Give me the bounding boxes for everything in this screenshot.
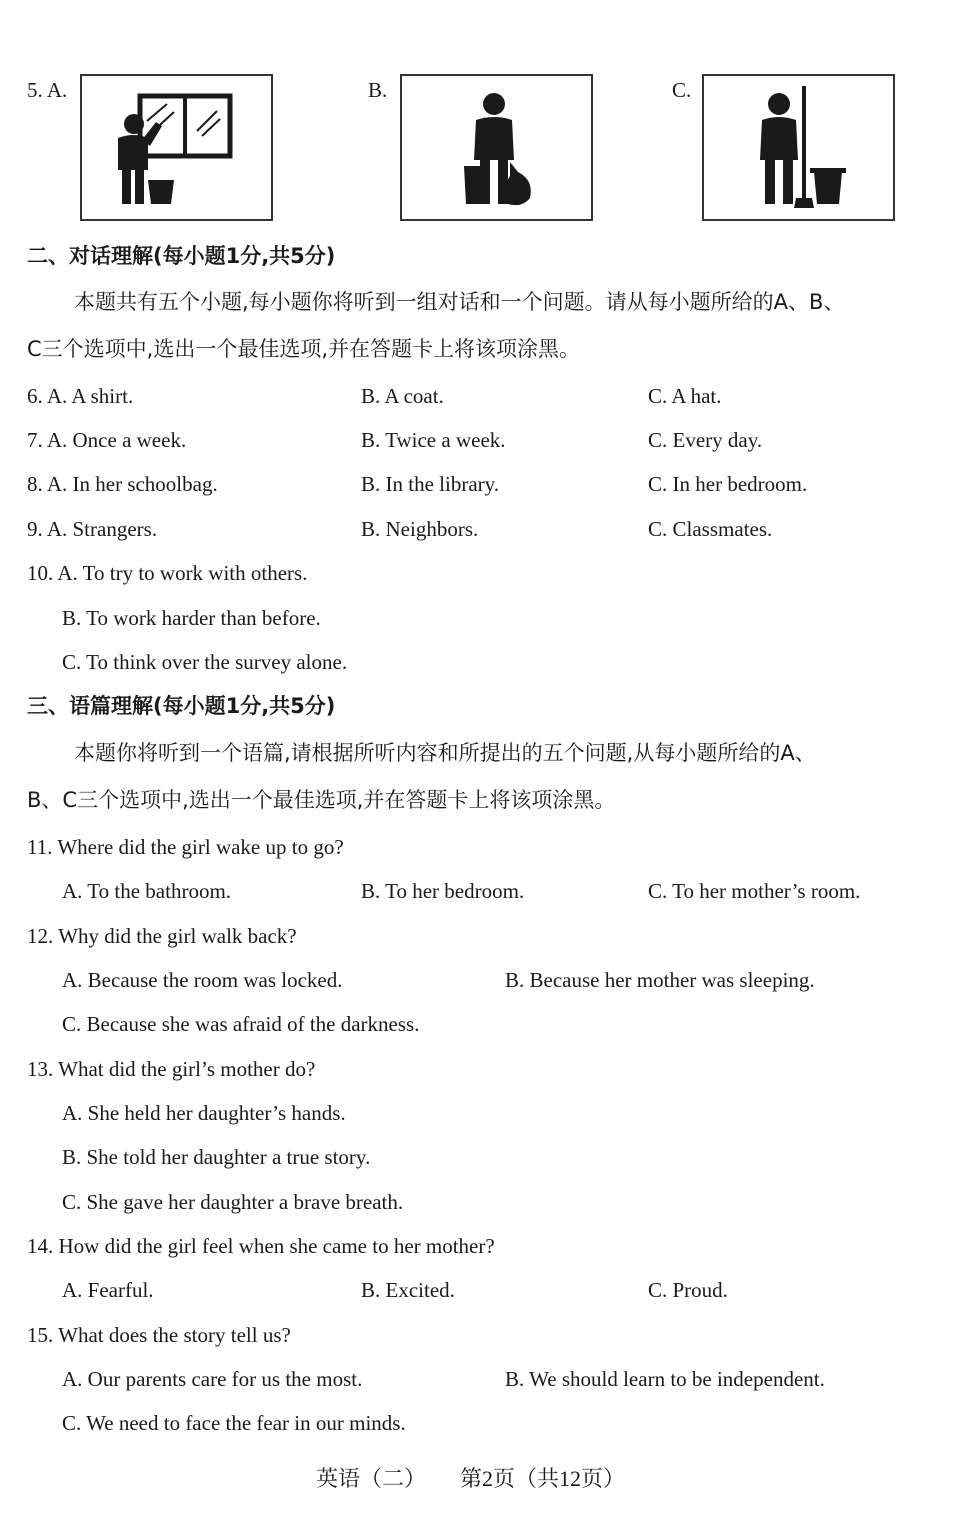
q15-stem: 15. What does the story tell us? [27, 1323, 291, 1347]
q10-option-a: 10. A. To try to work with others. [27, 561, 308, 585]
section3-heading: 三、语篇理解(每小题1分,共5分) [27, 694, 336, 718]
q12-option-a: A. Because the room was locked. [62, 968, 343, 992]
section2-heading: 二、对话理解(每小题1分,共5分) [27, 244, 336, 268]
q10-option-c: C. To think over the survey alone. [62, 650, 348, 674]
q5-label-c: C. [672, 78, 692, 102]
section3-instruction-line1: 本题你将听到一个语篇,请根据所听内容和所提出的五个问题,从每小题所给的A、 [74, 741, 816, 765]
footer-subject: 英语（二） [316, 1466, 427, 1491]
q13-option-c: C. She gave her daughter a brave breath. [62, 1190, 404, 1214]
q14-stem: 14. How did the girl feel when she came to her mother? [27, 1234, 495, 1258]
q6-option-b: B. A coat. [361, 384, 444, 408]
q12-option-b: B. Because her mother was sleeping. [505, 968, 815, 992]
q6-option-c: C. A hat. [648, 384, 722, 408]
q6-option-a: 6. A. A shirt. [27, 384, 134, 408]
q13-option-b: B. She told her daughter a true story. [62, 1145, 371, 1169]
person-cleaning-window-icon [82, 76, 271, 219]
section2-instruction-line1: 本题共有五个小题,每小题你将听到一组对话和一个问题。请从每小题所给的A、B、 [74, 290, 845, 314]
q14-option-a: A. Fearful. [62, 1278, 154, 1302]
q7-option-c: C. Every day. [648, 428, 763, 452]
q5-label-a: 5. A. [27, 78, 68, 102]
q5-picture-b [400, 74, 593, 221]
q15-option-b: B. We should learn to be independent. [505, 1367, 825, 1391]
q13-option-a: A. She held her daughter’s hands. [62, 1101, 346, 1125]
q9-option-a: 9. A. Strangers. [27, 517, 158, 541]
q11-stem: 11. Where did the girl wake up to go? [27, 835, 344, 859]
q7-option-a: 7. A. Once a week. [27, 428, 187, 452]
q5-label-b: B. [368, 78, 388, 102]
footer-page-number: 第2页（共12页） [460, 1466, 626, 1491]
q11-option-c: C. To her mother’s room. [648, 879, 861, 903]
q9-option-b: B. Neighbors. [361, 517, 479, 541]
person-carrying-trash-bags-icon [402, 76, 591, 219]
q11-option-b: B. To her bedroom. [361, 879, 525, 903]
q14-option-c: C. Proud. [648, 1278, 728, 1302]
q5-picture-c [702, 74, 895, 221]
q14-option-b: B. Excited. [361, 1278, 455, 1302]
q8-option-b: B. In the library. [361, 472, 500, 496]
q15-option-c: C. We need to face the fear in our minds. [62, 1411, 406, 1435]
q5-picture-a [80, 74, 273, 221]
q15-option-a: A. Our parents care for us the most. [62, 1367, 363, 1391]
q8-option-a: 8. A. In her schoolbag. [27, 472, 218, 496]
q10-option-b: B. To work harder than before. [62, 606, 321, 630]
q11-option-a: A. To the bathroom. [62, 879, 232, 903]
q8-option-c: C. In her bedroom. [648, 472, 808, 496]
q12-option-c: C. Because she was afraid of the darkness. [62, 1012, 420, 1036]
q7-option-b: B. Twice a week. [361, 428, 506, 452]
q12-stem: 12. Why did the girl walk back? [27, 924, 297, 948]
person-with-mop-and-bucket-icon [704, 76, 893, 219]
section3-instruction-line2: B、C三个选项中,选出一个最佳选项,并在答题卡上将该项涂黑。 [27, 788, 616, 812]
q9-option-c: C. Classmates. [648, 517, 773, 541]
q13-stem: 13. What did the girl’s mother do? [27, 1057, 316, 1081]
section2-instruction-line2: C三个选项中,选出一个最佳选项,并在答题卡上将该项涂黑。 [27, 337, 581, 361]
